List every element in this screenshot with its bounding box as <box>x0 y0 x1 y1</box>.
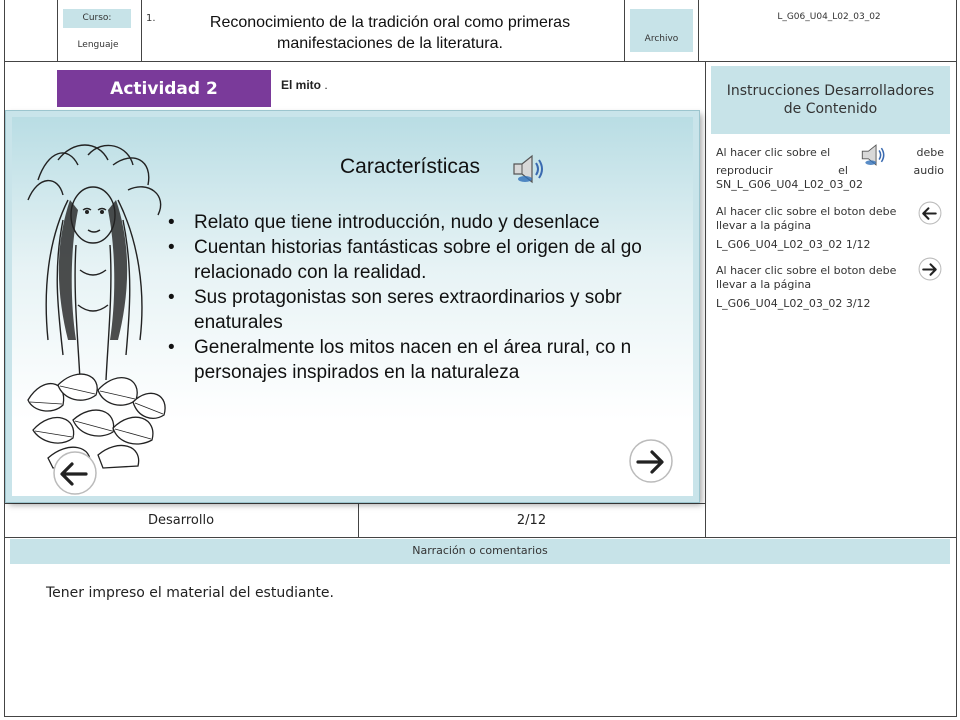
activity-topic <box>281 78 328 92</box>
section-label: Desarrollo <box>147 513 215 528</box>
header-sep-1 <box>57 0 58 61</box>
instruction-back-text: Al hacer clic sobre el boton debe llevar a la página <box>716 205 897 232</box>
instruction-audio-text-b: debe <box>916 146 944 160</box>
arrow-right-icon[interactable] <box>626 436 676 486</box>
footer-top-line <box>4 503 705 504</box>
instructions-header: Instrucciones Desarrolladores de Contenido <box>711 66 950 134</box>
file-code: L_G06_U04_L02_03_02 <box>777 12 881 22</box>
activity-topic-suffix: . <box>324 78 328 92</box>
activity-topic-text: El mito <box>281 78 322 92</box>
header-sep-4 <box>698 0 699 61</box>
archivo-box <box>630 9 693 52</box>
header-sep-3 <box>624 0 625 61</box>
instruction-audio-text-a: Al hacer clic sobre el <box>716 146 831 160</box>
lesson-number: 1. <box>146 13 156 24</box>
arrow-left-icon <box>917 200 943 226</box>
archivo-label: Archivo <box>644 34 679 44</box>
activity-badge: Actividad 2 <box>57 70 271 107</box>
course-subject: Lenguaje <box>77 40 119 50</box>
list-item: • Cuentan historias fantásticas sobre el origen de al go relacionado con la realidad. <box>164 235 686 285</box>
arrow-left-icon[interactable] <box>50 448 100 498</box>
speaker-icon[interactable] <box>510 152 546 186</box>
header-divider <box>4 61 957 62</box>
instruction-next-target: L_G06_U04_L02_03_02 3/12 <box>716 297 871 310</box>
instruction-next-text: Al hacer clic sobre el boton debe llevar a la página <box>716 264 897 291</box>
slide-title: Características <box>340 155 481 178</box>
list-item: • Relato que tiene introducción, nudo y desenlace <box>164 210 686 235</box>
lesson-title: Reconocimiento de la tradición oral como primeras manifestaciones de la literatura. <box>209 14 571 52</box>
list-item: • Generalmente los mitos nacen en el área rural, co n personajes inspirados en la naturaleza <box>164 335 686 385</box>
arrow-right-icon <box>917 256 943 282</box>
instruction-back-target: L_G06_U04_L02_03_02 1/12 <box>716 238 871 251</box>
tree-spirit-illustration <box>18 140 178 470</box>
characteristics-list <box>164 210 686 385</box>
instruction-audio-file: SN_L_G06_U04_L02_03_02 <box>716 177 864 191</box>
narration-header: Narración o comentarios <box>10 539 950 564</box>
header-sep-2 <box>141 0 142 61</box>
instruction-audio-line1 <box>716 146 944 160</box>
instruction-back <box>716 205 906 232</box>
instruction-next <box>716 264 906 291</box>
course-label: Curso: <box>63 9 131 28</box>
column-divider <box>705 61 706 537</box>
list-item: • Sus protagonistas son seres extraordinarios y sobr enaturales <box>164 285 686 335</box>
instruction-audio <box>716 146 944 191</box>
narration-top-line <box>4 537 957 538</box>
page-indicator: 2/12 <box>516 513 547 528</box>
narration-text: Tener impreso el material del estudiante. <box>46 585 334 601</box>
instruction-audio-text-c: reproducir el audio <box>716 164 944 177</box>
